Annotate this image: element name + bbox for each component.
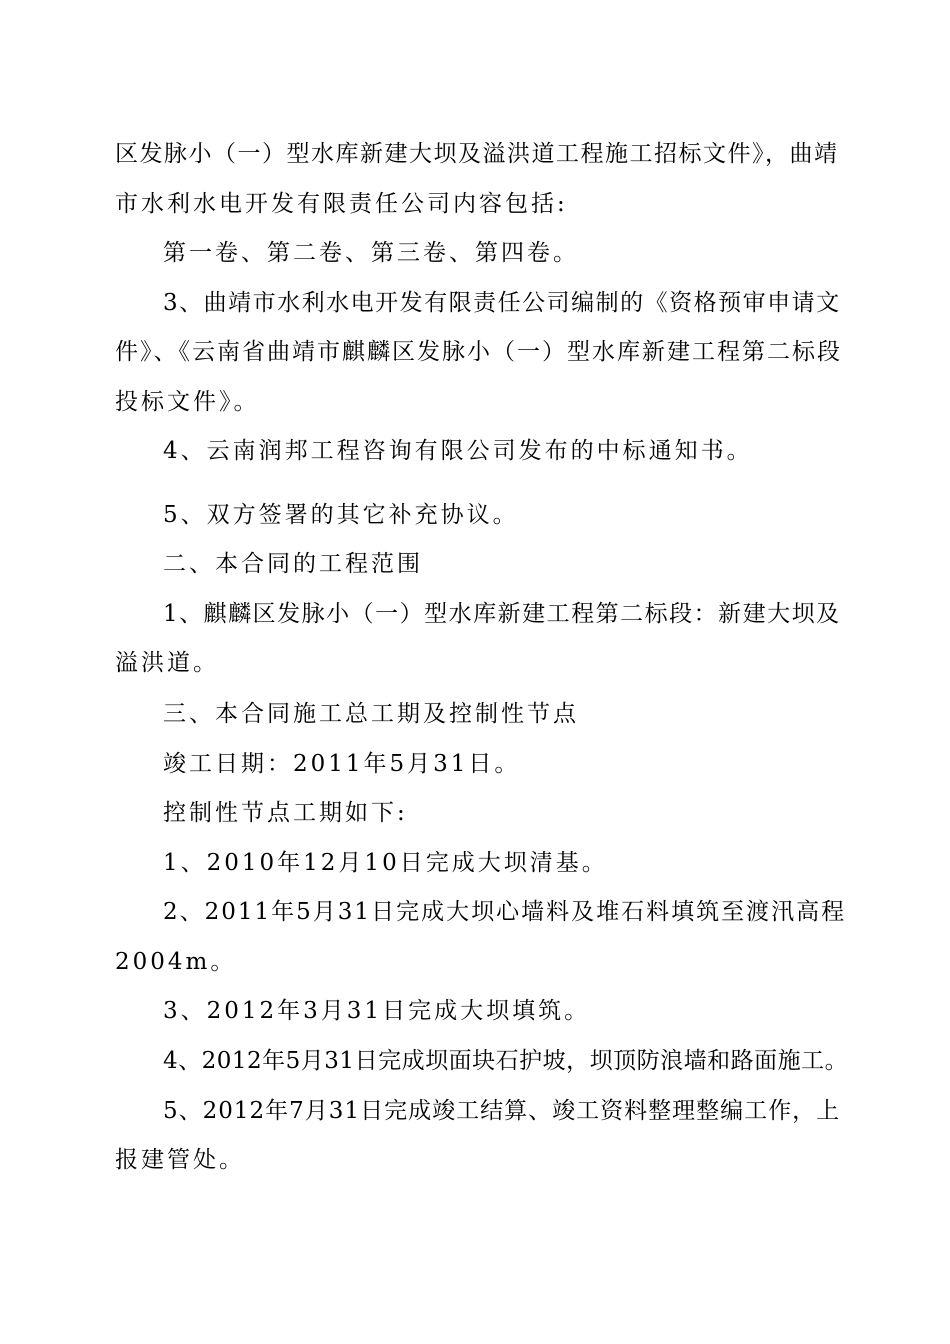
text-line-15: 1、2010年12月10日完成大坝清基。 <box>163 850 608 876</box>
text-line-19: 4、2012年5月31日完成坝面块石护坡，坝顶防浪墙和路面施工。 <box>163 1048 849 1074</box>
text-line-20: 5、2012年7月31日完成竣工结算、竣工资料整理整编工作，上 <box>163 1098 841 1124</box>
text-line-8: 5、双方签署的其它补充协议。 <box>163 502 519 528</box>
text-line-6: 投标文件》。 <box>115 389 260 415</box>
text-line-12: 三、本合同施工总工期及控制性节点 <box>163 701 579 727</box>
text-line-16: 2、2011年5月31日完成大坝心墙料及堆石料填筑至渡汛高程 <box>163 899 847 925</box>
text-line-13: 竣工日期：2011年5月31日。 <box>163 751 521 777</box>
text-line-3: 第一卷、第二卷、第三卷、第四卷。 <box>163 240 579 266</box>
text-line-11: 溢洪道。 <box>115 650 219 676</box>
text-line-17: 2004m。 <box>115 949 237 975</box>
text-line-18: 3、2012年3月31日完成大坝填筑。 <box>163 998 591 1024</box>
text-line-5: 件》、《云南省曲靖市麒麟区发脉小（一）型水库新建工程第二标段 <box>115 339 842 365</box>
text-line-14: 控制性节点工期如下: <box>163 800 408 826</box>
text-line-10: 1、麒麟区发脉小（一）型水库新建工程第二标段：新建大坝及 <box>163 601 841 627</box>
text-line-7: 4、云南润邦工程咨询有限公司发布的中标通知书。 <box>163 438 753 464</box>
text-line-2: 市水利水电开发有限责任公司内容包括: <box>115 191 568 217</box>
text-line-9: 二、本合同的工程范围 <box>163 551 423 577</box>
text-line-21: 报建管处。 <box>115 1147 245 1173</box>
text-line-4: 3、曲靖市水利水电开发有限责任公司编制的《资格预审申请文 <box>163 290 841 316</box>
text-line-1: 区发脉小（一）型水库新建大坝及溢洪道工程施工招标文件》，曲靖 <box>115 141 839 167</box>
